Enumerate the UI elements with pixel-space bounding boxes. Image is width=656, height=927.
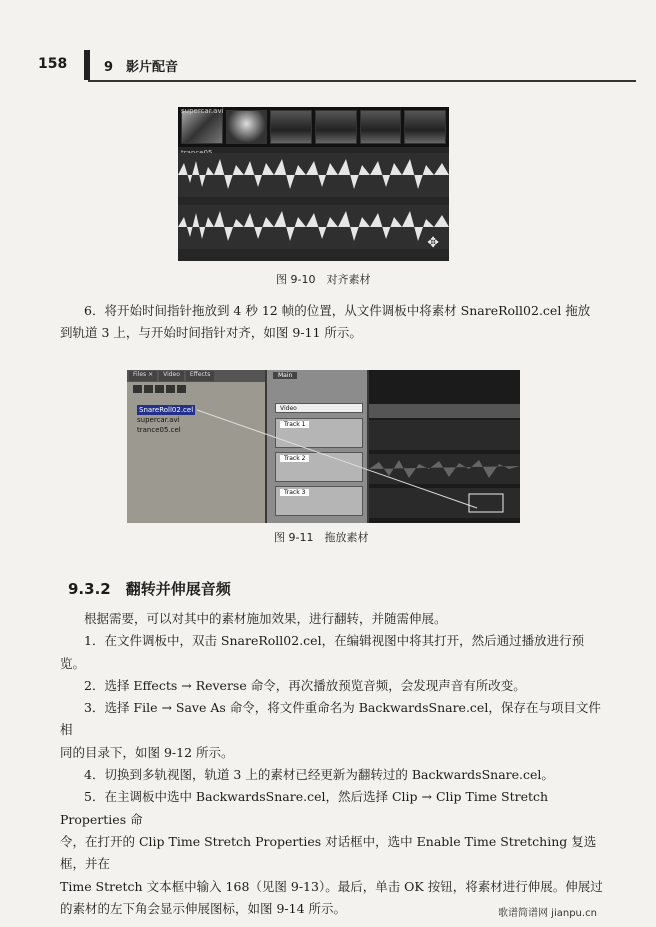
section-title: 9.3.2 翻转并伸展音频 [68, 580, 231, 598]
figure-9-10 [178, 107, 449, 261]
video-clip-label: supercar.avi [181, 107, 224, 115]
body-line: 的素材的左下角会显示伸展图标，如图 9-14 所示。 [60, 900, 347, 916]
tab-files[interactable]: Files × [129, 371, 157, 381]
body-line: 同的目录下，如图 9-12 所示。 [60, 744, 234, 760]
drag-path [127, 370, 520, 523]
figure-9-11 [127, 370, 520, 523]
paragraph-step-6: 6．将开始时间指针拖放到 4 秒 12 帧的位置，从文件调板中将素材 SnareRoll02.cel 拖放到轨道 3 上，与开始时间指针对齐，如图 9-11 所示。 [60, 303, 591, 340]
page-header [38, 46, 598, 82]
header-bar [84, 50, 90, 80]
body-line: 令，在打开的 Clip Time Stretch Properties 对话框中，选中 Enable Time Stretching 复选框，并在 [60, 833, 597, 872]
tab-main[interactable]: Main [273, 372, 297, 379]
figure-9-10-caption: 图 9-10 对齐素材 [276, 273, 371, 286]
tab-video[interactable]: Video [159, 371, 184, 381]
page-number: 158 [38, 56, 68, 72]
body-line: 3．选择 File → Save As 命令，将文件重命名为 BackwardsSnare.cel，保存在与项目文件相 [60, 700, 601, 738]
video-thumbnail [270, 110, 312, 144]
body-line: 5．在主调板中选中 BackwardsSnare.cel，然后选择 Clip → Clip Time Stretch Properties 命 [60, 789, 549, 827]
video-thumbnail [360, 110, 402, 144]
site-watermark: 歌谱简谱网 jianpu.cn [498, 908, 597, 919]
track-1-name: Track 1 [280, 421, 309, 428]
video-thumbnail [226, 110, 268, 144]
track-2-name: Track 2 [280, 455, 309, 462]
file-item-trance[interactable]: trance05.cel [137, 426, 181, 434]
chapter-title: 9 影片配音 [104, 60, 179, 75]
body-line: 1．在文件调板中，双击 SnareRoll02.cel，在编辑视图中将其打开，然后通过播放进行预览。 [60, 633, 585, 671]
audio-waveform-left [178, 153, 449, 197]
figure-9-11-caption: 图 9-11 拖放素材 [274, 531, 369, 544]
video-track-header[interactable]: Video [275, 403, 363, 413]
video-thumbnail [404, 110, 446, 144]
file-item-snareroll[interactable]: SnareRoll02.cel [139, 406, 194, 414]
tab-effects[interactable]: Effects [186, 371, 214, 381]
file-item-supercar[interactable]: supercar.avi [137, 416, 180, 424]
video-thumbnail [181, 110, 223, 144]
body-line: Time Stretch 文本框中输入 168（见图 9-13）。最后，单击 OK 按钮，将素材进行伸展。伸展过 [60, 878, 603, 894]
track-3-name: Track 3 [280, 489, 309, 496]
body-line: 4．切换到多轨视图，轨道 3 上的素材已经更新为翻转过的 BackwardsSnare.cel。 [84, 767, 554, 783]
body-line: 2．选择 Effects → Reverse 命令，再次播放预览音频，会发现声音有所改变。 [84, 677, 526, 693]
move-cursor-icon: ✥ [427, 235, 439, 251]
header-rule [88, 80, 636, 82]
body-line: 根据需要，可以对其中的素材施加效果，进行翻转，并随需伸展。 [84, 611, 447, 626]
section-body [60, 608, 605, 920]
video-thumbnail [315, 110, 357, 144]
audio-waveform-right [178, 205, 449, 249]
